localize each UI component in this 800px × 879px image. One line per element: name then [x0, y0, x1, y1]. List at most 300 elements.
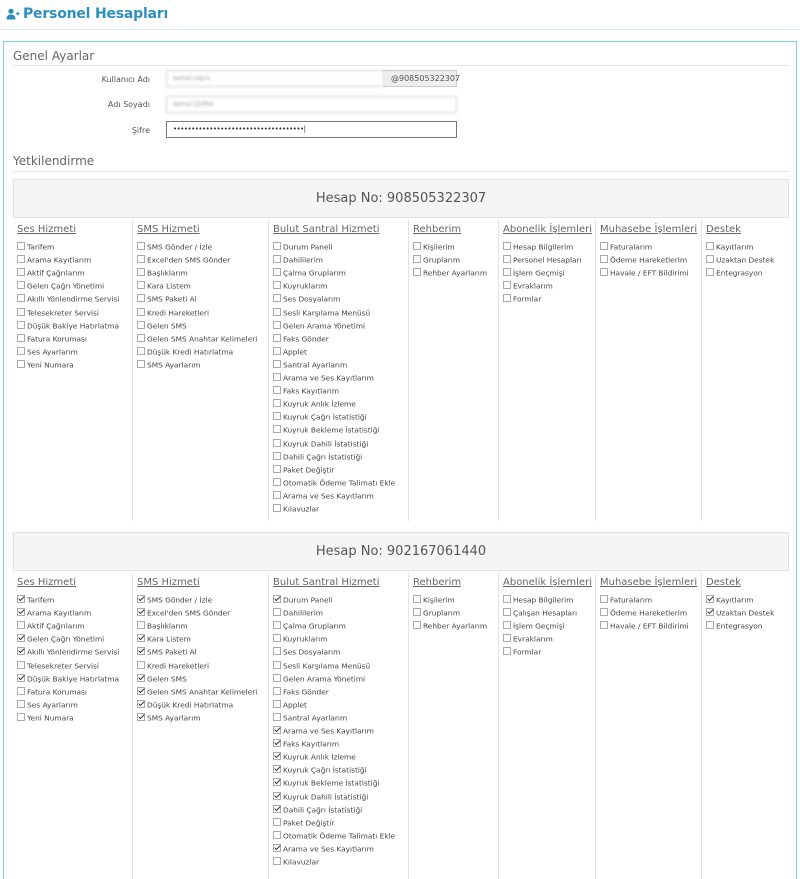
checkbox[interactable] [413, 608, 421, 616]
permission-item-label: SMS Gönder / İzle [147, 595, 213, 605]
permission-item[interactable] [137, 595, 212, 607]
permission-group [499, 573, 596, 879]
permission-item[interactable] [273, 687, 329, 699]
permission-item[interactable] [137, 268, 188, 280]
checkbox-checked[interactable] [706, 595, 714, 603]
checkbox[interactable] [706, 242, 714, 250]
permission-item[interactable] [503, 634, 553, 646]
checkbox[interactable] [503, 242, 511, 250]
permission-item-label: Hesap Bilgilerim [513, 242, 574, 252]
permission-item[interactable] [273, 752, 356, 764]
checkbox[interactable] [273, 412, 281, 420]
checkbox[interactable] [706, 621, 714, 629]
permission-item[interactable] [706, 268, 763, 280]
permission-item[interactable] [600, 595, 652, 607]
permission-item-label: Düşük Kredi Hatırlatma [147, 347, 234, 357]
permission-item[interactable] [137, 242, 212, 254]
checkbox[interactable] [600, 608, 608, 616]
checkbox[interactable] [17, 294, 25, 302]
permission-item[interactable] [273, 634, 327, 646]
permission-item[interactable] [273, 765, 367, 777]
permission-item[interactable] [137, 334, 257, 346]
checkbox[interactable] [273, 334, 281, 342]
permission-item-label: Ödeme Hareketlerim [610, 255, 688, 265]
checkbox[interactable] [137, 268, 145, 276]
permission-item[interactable] [17, 661, 99, 673]
permission-item-label: Gelen SMS [147, 674, 187, 684]
permission-group-title: Destek [706, 577, 741, 588]
permission-item[interactable] [273, 700, 307, 712]
permission-item[interactable] [600, 242, 652, 254]
permission-item[interactable] [273, 268, 346, 280]
permission-item-label: Ses Ayarlarım [27, 700, 78, 710]
permission-item[interactable] [706, 242, 753, 254]
permission-item-label: Çalma Gruplarım [283, 268, 346, 278]
permission-item[interactable] [17, 595, 54, 607]
permission-item[interactable] [273, 452, 362, 464]
permission-item[interactable] [273, 713, 347, 725]
checkbox[interactable] [273, 831, 281, 839]
checkbox-checked[interactable] [273, 765, 281, 773]
permission-item[interactable] [706, 255, 774, 267]
permission-item[interactable] [503, 281, 553, 293]
permission-item[interactable] [17, 321, 119, 333]
checkbox[interactable] [273, 360, 281, 368]
permission-group-title: Destek [706, 224, 741, 235]
permission-item-label: Arama ve Ses Kayıtlarım [283, 373, 374, 383]
permission-item[interactable] [17, 700, 78, 712]
permission-item-label: Entegrasyon [716, 268, 763, 278]
permission-item[interactable] [273, 242, 333, 254]
account-header [13, 532, 789, 571]
checkbox-checked[interactable] [273, 595, 281, 603]
checkbox[interactable] [137, 242, 145, 250]
checkbox-checked[interactable] [273, 726, 281, 734]
checkbox[interactable] [137, 255, 145, 263]
permission-item-label: Personel Hesapları [513, 255, 582, 265]
checkbox[interactable] [137, 308, 145, 316]
permission-item-label: Formlar [513, 647, 542, 657]
checkbox[interactable] [17, 713, 25, 721]
checkbox[interactable] [273, 268, 281, 276]
permission-item[interactable] [137, 687, 257, 699]
permission-item-label: Akıllı Yönlendirme Servisi [27, 294, 120, 304]
permission-item[interactable] [137, 360, 200, 372]
checkbox-checked[interactable] [137, 608, 145, 616]
permission-item[interactable] [273, 373, 374, 385]
permission-group-title: Bulut Santral Hizmeti [273, 577, 380, 588]
permission-item-label: Çalışan Hesapları [513, 608, 578, 618]
permission-item[interactable] [413, 608, 460, 620]
permission-item-label: Rehber Ayarlarım [423, 268, 488, 278]
checkbox-checked[interactable] [17, 647, 25, 655]
permission-item[interactable] [273, 792, 368, 804]
permission-item[interactable] [413, 242, 455, 254]
permission-item-label: Dahililerim [283, 255, 323, 265]
permission-item[interactable] [503, 255, 582, 267]
permission-item-label: Kuyruk Anlık İzleme [283, 752, 356, 762]
permission-item[interactable] [413, 255, 460, 267]
permission-group-title: Muhasebe İşlemleri [600, 224, 698, 235]
permission-item-label: Otomatik Ödeme Talimatı Ekle [283, 478, 396, 488]
permission-item[interactable] [17, 634, 104, 646]
checkbox[interactable] [17, 308, 25, 316]
checkbox[interactable] [273, 478, 281, 486]
permission-item[interactable] [137, 647, 197, 659]
checkbox[interactable] [17, 661, 25, 669]
permission-item[interactable] [273, 347, 307, 359]
permission-group-title: Ses Hizmeti [17, 577, 77, 588]
permission-item[interactable] [273, 386, 339, 398]
checkbox-checked[interactable] [273, 805, 281, 813]
checkbox[interactable] [17, 687, 25, 695]
permission-item[interactable] [273, 726, 374, 738]
permission-item[interactable] [273, 425, 379, 437]
checkbox[interactable] [273, 255, 281, 263]
checkbox-checked[interactable] [17, 608, 25, 616]
checkbox[interactable] [137, 661, 145, 669]
permission-item-label: Durum Paneli [283, 595, 333, 605]
permission-item[interactable] [273, 321, 365, 333]
permission-item-label: Çalma Gruplarım [283, 621, 346, 631]
permission-group [409, 573, 499, 879]
checkbox[interactable] [137, 360, 145, 368]
permission-item[interactable] [273, 294, 340, 306]
permission-item[interactable] [137, 608, 230, 620]
permission-item[interactable] [273, 608, 323, 620]
permission-item[interactable] [17, 268, 85, 280]
permission-item[interactable] [706, 608, 774, 620]
permission-item-label: Gruplarım [423, 255, 461, 265]
permission-item-label: Kredi Hareketleri [147, 661, 210, 670]
checkbox[interactable] [273, 857, 281, 865]
checkbox[interactable] [17, 347, 25, 355]
permission-group [596, 573, 702, 879]
checkbox[interactable] [273, 439, 281, 447]
permission-item[interactable] [706, 621, 763, 633]
permission-item-label: Evraklarım [513, 634, 553, 644]
permission-item[interactable] [17, 255, 91, 267]
permission-item[interactable] [273, 857, 319, 869]
permission-group [409, 220, 499, 521]
permission-item-label: Yeni Numara [27, 360, 74, 370]
permission-item[interactable] [137, 621, 188, 633]
permission-item[interactable] [273, 844, 374, 856]
permission-item[interactable] [17, 360, 74, 372]
permission-item-label: Dahili Çağrı İstatistiği [283, 452, 363, 462]
checkbox[interactable] [137, 334, 145, 342]
permission-item-label: Gelen Arama Yönetimi [283, 321, 366, 331]
permission-item[interactable] [17, 334, 87, 346]
checkbox[interactable] [17, 242, 25, 250]
checkbox-checked[interactable] [273, 792, 281, 800]
permission-item-label: Gelen Arama Yönetimi [283, 674, 366, 684]
permission-item-label: Uzaktan Destek [716, 608, 775, 618]
permission-item[interactable] [706, 595, 753, 607]
permission-group-title: Abonelik İşlemleri [503, 224, 592, 235]
checkbox[interactable] [503, 647, 511, 655]
checkbox[interactable] [273, 321, 281, 329]
checkbox[interactable] [706, 255, 714, 263]
checkbox[interactable] [273, 713, 281, 721]
permission-item[interactable] [137, 308, 209, 320]
permission-item[interactable] [413, 268, 487, 280]
checkbox[interactable] [273, 687, 281, 695]
permission-item[interactable] [17, 308, 99, 320]
permission-item[interactable] [273, 831, 395, 843]
permission-item-label: Uzaktan Destek [716, 255, 775, 265]
permission-item[interactable] [273, 281, 327, 293]
permission-group [133, 220, 269, 521]
permission-item[interactable] [273, 778, 379, 790]
checkbox[interactable] [17, 268, 25, 276]
checkbox-checked[interactable] [137, 634, 145, 642]
checkbox-checked[interactable] [273, 739, 281, 747]
settings-panel [3, 41, 797, 879]
fullname-label: Adı Soyadı [107, 100, 150, 109]
checkbox[interactable] [273, 661, 281, 669]
permission-item[interactable] [17, 281, 104, 293]
permission-group-title: Ses Hizmeti [17, 224, 77, 235]
permission-item[interactable] [600, 268, 689, 280]
checkbox[interactable] [503, 621, 511, 629]
checkbox[interactable] [273, 818, 281, 826]
checkbox[interactable] [413, 268, 421, 276]
checkbox[interactable] [273, 242, 281, 250]
checkbox[interactable] [273, 425, 281, 433]
checkbox[interactable] [273, 386, 281, 394]
permission-item[interactable] [137, 255, 230, 267]
permission-item[interactable] [503, 608, 577, 620]
checkbox-checked[interactable] [17, 595, 25, 603]
fullname-input[interactable]: Kemal ÇEPRA [166, 96, 457, 113]
permission-item-label: Tarifem [27, 242, 55, 252]
checkbox[interactable] [600, 621, 608, 629]
permission-item-label: Faturalarım [610, 595, 653, 605]
permission-item[interactable] [273, 674, 365, 686]
permission-item[interactable] [17, 294, 119, 306]
permission-item[interactable] [273, 595, 333, 607]
checkbox[interactable] [137, 281, 145, 289]
permission-item[interactable] [273, 739, 339, 751]
checkbox[interactable] [273, 452, 281, 460]
permission-item[interactable] [17, 713, 74, 725]
permission-item[interactable] [273, 255, 323, 267]
permission-item[interactable] [503, 647, 541, 659]
permission-group [13, 220, 133, 521]
checkbox-checked[interactable] [273, 844, 281, 852]
permission-item[interactable] [503, 294, 541, 306]
permission-item-label: Kılavuzlar [283, 857, 320, 867]
checkbox[interactable] [273, 373, 281, 381]
checkbox[interactable] [273, 621, 281, 629]
permission-item-label: Kuyruk Çağrı İstatistiği [283, 765, 367, 775]
password-input[interactable]: ••••••••••••••••••••••••••••••••••••| [166, 121, 457, 138]
checkbox[interactable] [137, 347, 145, 355]
checkbox[interactable] [137, 294, 145, 302]
permission-item[interactable] [600, 621, 689, 633]
checkbox[interactable] [273, 399, 281, 407]
permission-item[interactable] [273, 647, 340, 659]
permission-item-label: Başlıklarım [147, 621, 188, 631]
permission-item[interactable] [273, 334, 329, 346]
page-title: Personel Hesapları [23, 6, 169, 22]
permission-item[interactable] [273, 439, 368, 451]
permission-item[interactable] [503, 268, 565, 280]
permission-item[interactable] [273, 465, 334, 477]
permission-item[interactable] [17, 687, 87, 699]
permission-group [702, 220, 789, 521]
checkbox[interactable] [17, 360, 25, 368]
checkbox[interactable] [17, 255, 25, 263]
checkbox[interactable] [503, 634, 511, 642]
permission-item-label: Santral Ayarlarım [283, 360, 348, 370]
checkbox[interactable] [503, 608, 511, 616]
permission-item[interactable] [137, 674, 187, 686]
permission-item[interactable] [413, 621, 487, 633]
checkbox[interactable] [137, 621, 145, 629]
permission-item[interactable] [600, 608, 687, 620]
checkbox[interactable] [273, 674, 281, 682]
checkbox-checked[interactable] [137, 687, 145, 695]
checkbox[interactable] [273, 308, 281, 316]
permission-item[interactable] [273, 308, 370, 320]
checkbox[interactable] [273, 465, 281, 473]
checkbox[interactable] [17, 321, 25, 329]
permission-item[interactable] [273, 491, 374, 503]
permission-item-label: Yeni Numara [27, 713, 74, 723]
permission-item[interactable] [273, 360, 347, 372]
permission-item[interactable] [17, 608, 91, 620]
permission-item-label: Paket Değiştir [283, 465, 335, 475]
permission-item[interactable] [273, 399, 356, 411]
checkbox[interactable] [503, 294, 511, 302]
permission-item[interactable] [137, 700, 233, 712]
permission-item-label: Kuyruk Bekleme İstatistiği [283, 778, 380, 788]
checkbox-checked[interactable] [273, 778, 281, 786]
checkbox-checked[interactable] [17, 674, 25, 682]
permission-item-label: Rehber Ayarlarım [423, 621, 488, 631]
permission-item[interactable] [17, 621, 85, 633]
permission-item-label: Faks Kayıtlarım [283, 739, 340, 749]
checkbox[interactable] [706, 268, 714, 276]
checkbox-checked[interactable] [137, 713, 145, 721]
checkbox[interactable] [413, 621, 421, 629]
checkbox[interactable] [273, 700, 281, 708]
username-input[interactable]: kemal.cepra [166, 70, 384, 87]
checkbox-checked[interactable] [137, 700, 145, 708]
permission-item-label: Sesli Karşılama Menüsü [283, 661, 371, 670]
permission-item-label: Entegrasyon [716, 621, 763, 631]
permission-item-label: Gelen SMS Anahtar Kelimeleri [147, 334, 258, 344]
checkbox[interactable] [503, 595, 511, 603]
permission-item[interactable] [137, 281, 191, 293]
checkbox-checked[interactable] [137, 647, 145, 655]
permission-item[interactable] [273, 478, 395, 490]
checkbox[interactable] [503, 255, 511, 263]
permission-item-label: Gelen Çağrı Yönetimi [27, 634, 105, 644]
permission-item-label: Kişilerim [423, 242, 455, 252]
permission-item[interactable] [600, 255, 687, 267]
permission-item[interactable] [503, 595, 573, 607]
permission-item-label: Dahili Çağrı İstatistiği [283, 805, 363, 815]
permission-group [269, 220, 409, 521]
checkbox[interactable] [273, 281, 281, 289]
checkbox[interactable] [17, 700, 25, 708]
permission-item-label: Arama ve Ses Kayıtlarım [283, 491, 374, 501]
permission-item[interactable] [273, 805, 362, 817]
permission-item[interactable] [273, 412, 367, 424]
permission-item[interactable] [273, 621, 346, 633]
permission-item[interactable] [137, 321, 187, 333]
permission-item[interactable] [17, 347, 78, 359]
checkbox-checked[interactable] [137, 674, 145, 682]
permission-item-label: Arama Kayıtlarım [27, 255, 92, 265]
permission-item[interactable] [137, 347, 233, 359]
checkbox[interactable] [273, 634, 281, 642]
permission-group [596, 220, 702, 521]
checkbox[interactable] [273, 491, 281, 499]
checkbox[interactable] [413, 255, 421, 263]
permission-item[interactable] [273, 818, 334, 830]
checkbox-checked[interactable] [273, 752, 281, 760]
account-number: Hesap No: 902167061440 [315, 544, 487, 559]
username-label: Kullanıcı Adı [101, 75, 150, 84]
account-number: Hesap No: 908505322307 [315, 191, 487, 206]
checkbox[interactable] [17, 281, 25, 289]
permission-item[interactable] [413, 595, 455, 607]
checkbox[interactable] [273, 647, 281, 655]
checkbox[interactable] [413, 595, 421, 603]
permission-item[interactable] [17, 674, 119, 686]
checkbox[interactable] [273, 347, 281, 355]
permission-item-label: Kuyruk Çağrı İstatistiği [283, 412, 367, 422]
checkbox[interactable] [273, 294, 281, 302]
checkbox[interactable] [17, 334, 25, 342]
permission-item[interactable] [137, 661, 209, 673]
permission-item[interactable] [503, 242, 573, 254]
permission-group-title: SMS Hizmeti [137, 577, 200, 588]
checkbox[interactable] [273, 608, 281, 616]
section-divider [13, 171, 789, 172]
checkbox[interactable] [600, 595, 608, 603]
checkbox-checked[interactable] [137, 595, 145, 603]
checkbox[interactable] [413, 242, 421, 250]
checkbox[interactable] [273, 504, 281, 512]
permission-item[interactable] [137, 634, 191, 646]
permission-item[interactable] [137, 294, 197, 306]
checkbox[interactable] [17, 621, 25, 629]
permission-item-label: Ses Dosyalarım [283, 294, 341, 304]
checkbox[interactable] [600, 242, 608, 250]
permission-item[interactable] [503, 621, 565, 633]
checkbox[interactable] [137, 321, 145, 329]
checkbox[interactable] [503, 268, 511, 276]
checkbox-checked[interactable] [17, 634, 25, 642]
permission-item-label: Kişilerim [423, 595, 455, 605]
checkbox[interactable] [600, 268, 608, 276]
permission-item-label: Faks Gönder [283, 687, 329, 697]
permission-item[interactable] [273, 661, 370, 673]
checkbox[interactable] [503, 281, 511, 289]
permission-item[interactable] [17, 242, 54, 254]
permission-item-label: Arama ve Ses Kayıtlarım [283, 726, 374, 736]
permission-item[interactable] [17, 647, 119, 659]
permission-item[interactable] [273, 504, 319, 516]
permission-item[interactable] [137, 713, 200, 725]
checkbox-checked[interactable] [706, 608, 714, 616]
checkbox[interactable] [600, 255, 608, 263]
